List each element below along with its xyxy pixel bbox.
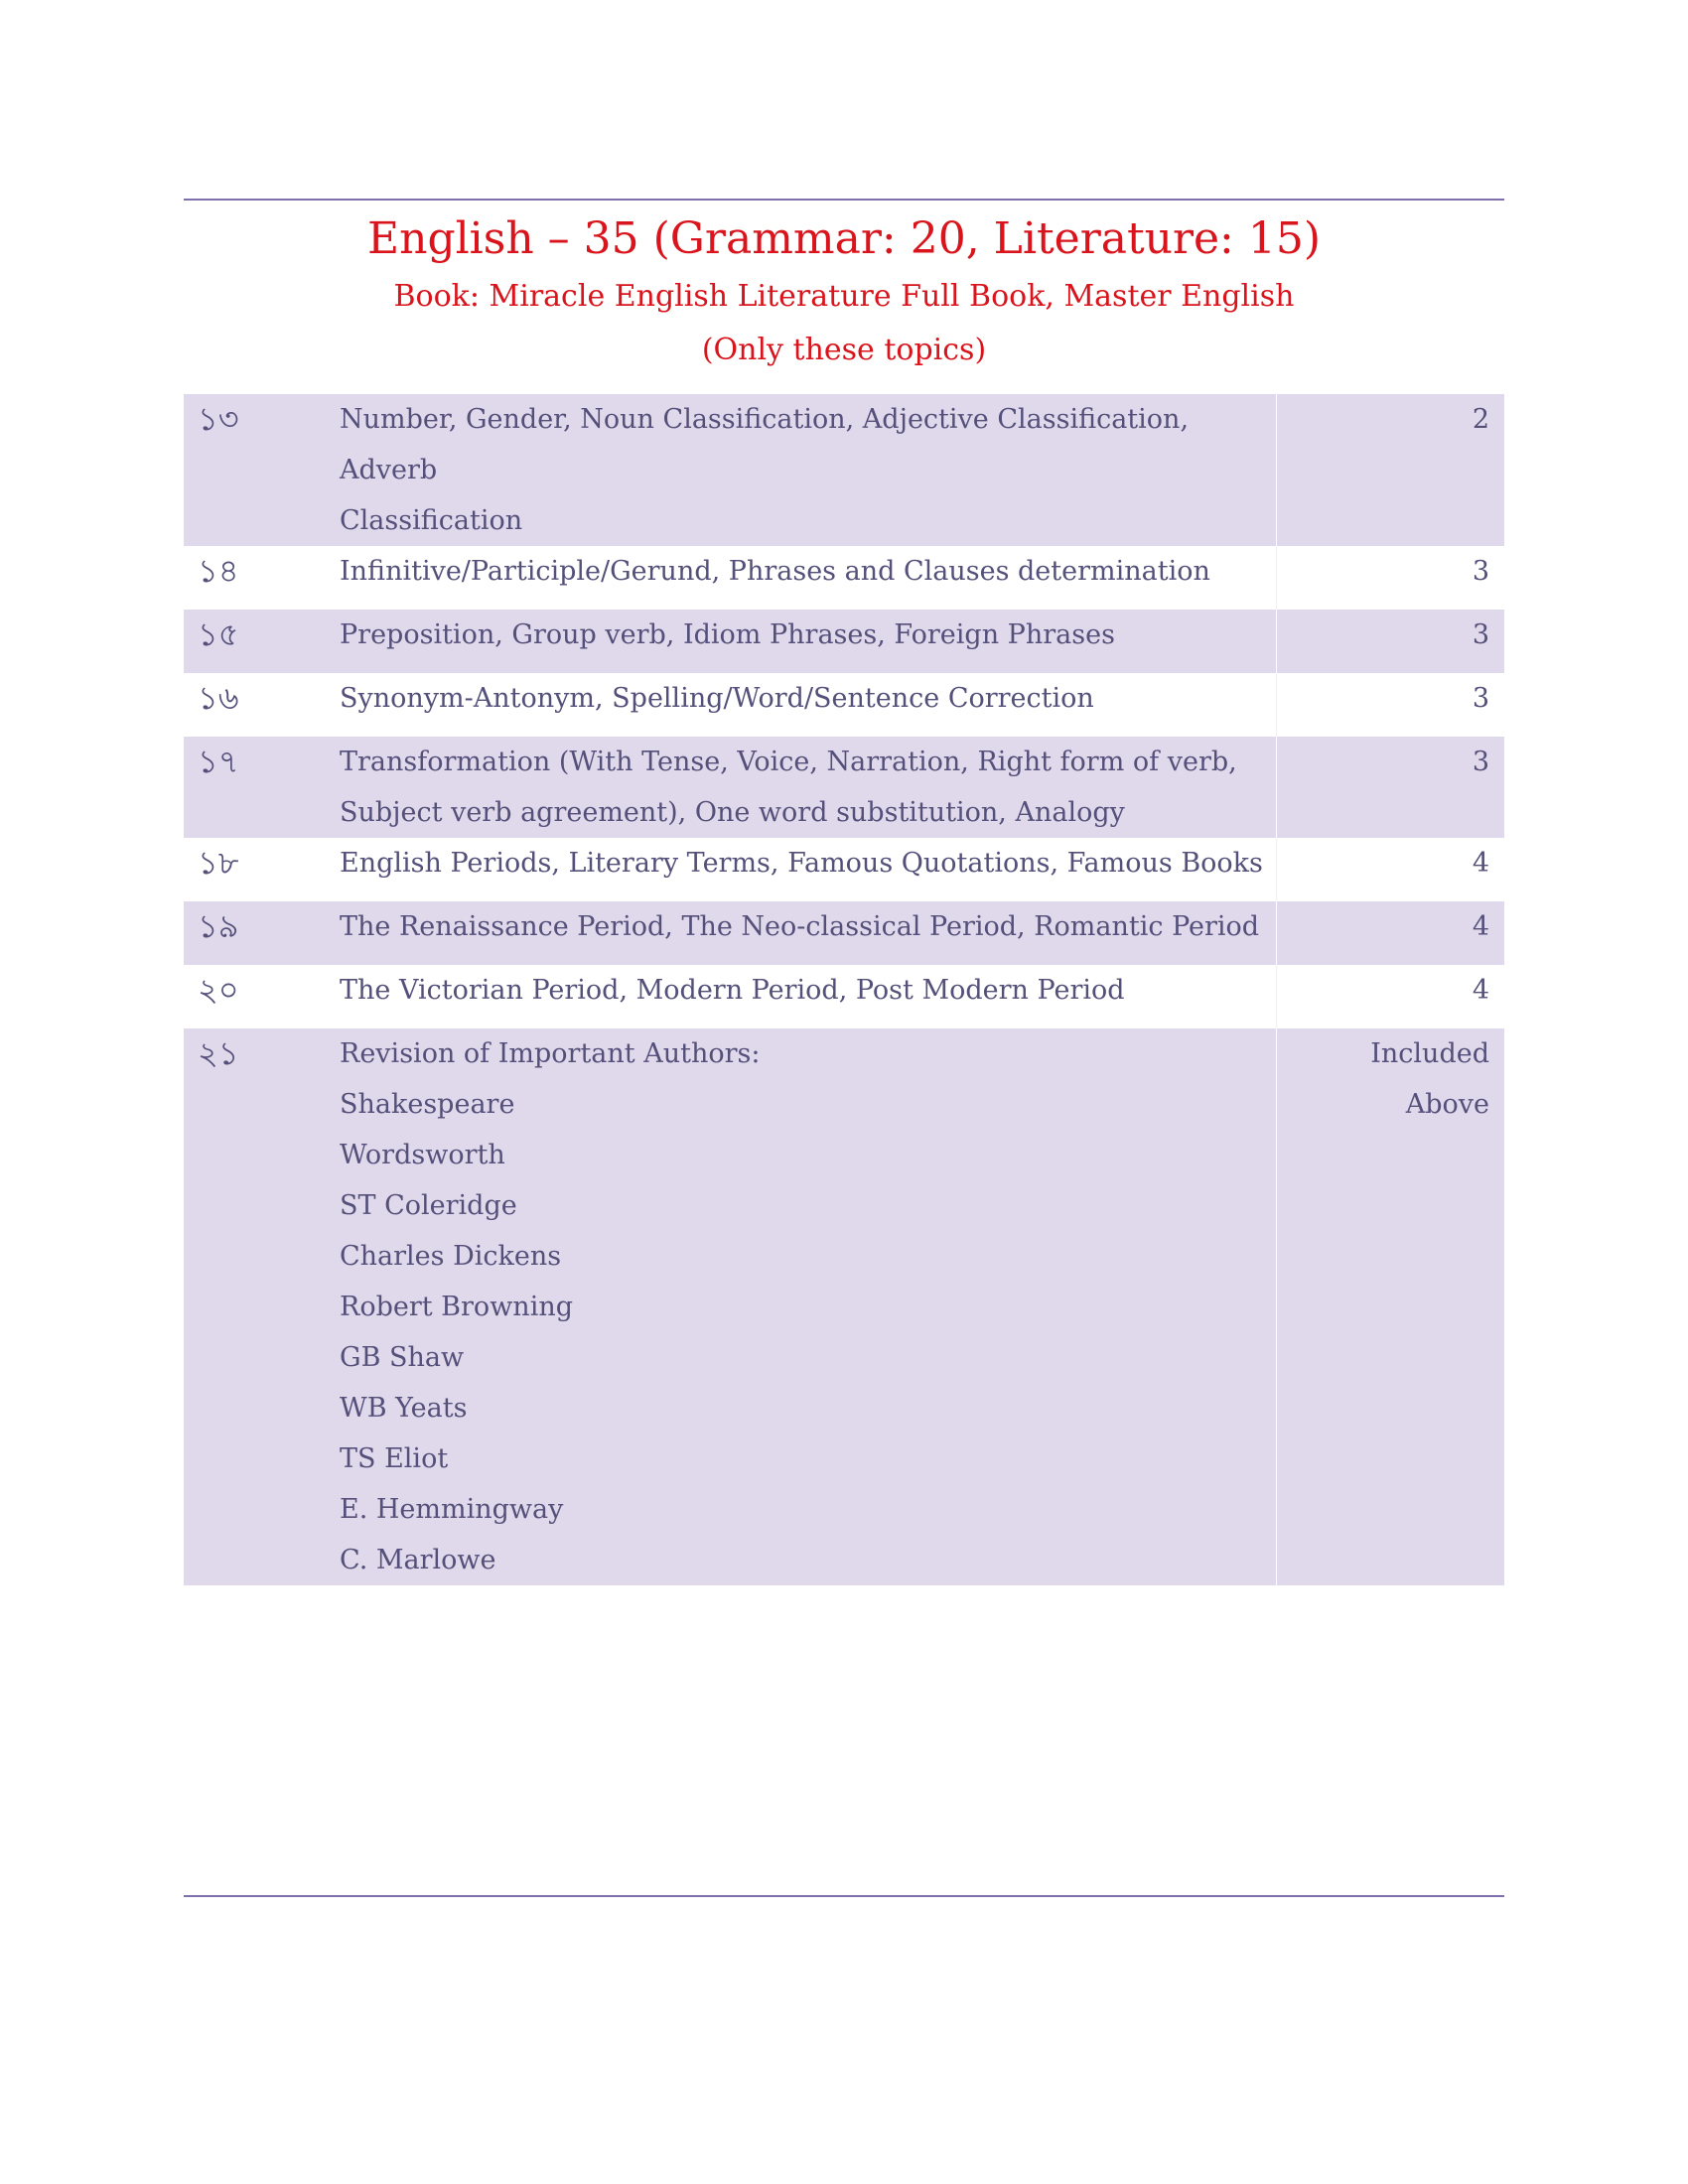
topic-line: English Periods, Literary Terms, Famous Quotations, Famous Books (340, 848, 1263, 879)
author-line: C. Marlowe (340, 1545, 496, 1575)
topic-line: Number, Gender, Noun Classification, Adjective Classification, Adverb (340, 404, 1190, 485)
marks-line: 3 (1472, 747, 1489, 777)
top-divider (184, 199, 1504, 201)
row-topic (337, 546, 1276, 610)
section-title: English – 35 (Grammar: 20, Literature: 15) (366, 213, 1322, 264)
marks-line: 4 (1472, 975, 1489, 1006)
row-marks (1276, 394, 1504, 546)
row-number: ১৮ (184, 838, 337, 901)
marks-line: Included (1370, 1038, 1489, 1069)
table-row (184, 546, 1504, 610)
row-marks (1276, 965, 1504, 1028)
row-topic (337, 965, 1276, 1028)
book-subtitle: Book: Miracle English Literature Full Book, Master English (Only these topics) (393, 279, 1295, 367)
row-marks (1276, 838, 1504, 901)
topic-line: The Renaissance Period, The Neo-classical Period, Romantic Period (340, 911, 1260, 942)
table-row (184, 737, 1504, 838)
author-line: GB Shaw (340, 1342, 465, 1373)
syllabus-table (184, 394, 1504, 1585)
table-row (184, 838, 1504, 901)
row-number: ১৩ (184, 394, 337, 546)
table-row (184, 394, 1504, 546)
row-marks (1276, 546, 1504, 610)
topic-line: Subject verb agreement), One word substitution, Analogy (340, 797, 1125, 828)
marks-line: 2 (1472, 404, 1489, 435)
row-marks (1276, 737, 1504, 838)
row-number: ১৪ (184, 546, 337, 610)
author-line: Robert Browning (340, 1292, 573, 1322)
row-marks (1276, 1028, 1504, 1585)
table-row (184, 965, 1504, 1028)
marks-line: 3 (1472, 556, 1489, 587)
row-topic (337, 901, 1276, 965)
row-number: ১৯ (184, 901, 337, 965)
marks-line: 3 (1472, 619, 1489, 650)
bottom-divider (184, 1895, 1504, 1897)
row-topic (337, 737, 1276, 838)
author-line: TS Eliot (340, 1443, 449, 1474)
topic-line: Synonym-Antonym, Spelling/Word/Sentence Correction (340, 683, 1094, 714)
marks-line: 3 (1472, 683, 1489, 714)
row-marks (1276, 901, 1504, 965)
table-row (184, 673, 1504, 737)
topic-line: The Victorian Period, Modern Period, Post Modern Period (340, 975, 1125, 1006)
author-line: WB Yeats (340, 1393, 468, 1424)
row-number: ২০ (184, 965, 337, 1028)
row-number: ১৭ (184, 737, 337, 838)
table-row (184, 610, 1504, 673)
row-marks (1276, 673, 1504, 737)
row-topic (337, 673, 1276, 737)
row-topic (337, 838, 1276, 901)
topic-line: Revision of Important Authors: (340, 1038, 761, 1069)
topic-line: Transformation (With Tense, Voice, Narration, Right form of verb, (340, 747, 1237, 777)
marks-line: Above (1405, 1089, 1489, 1120)
topic-line: Infinitive/Participle/Gerund, Phrases and Clauses determination (340, 556, 1210, 587)
table-row (184, 1028, 1504, 1585)
marks-line: 4 (1472, 911, 1489, 942)
row-number: ১৫ (184, 610, 337, 673)
author-line: Shakespeare (340, 1089, 515, 1120)
row-number: ১৬ (184, 673, 337, 737)
table-row (184, 901, 1504, 965)
topic-line: Preposition, Group verb, Idiom Phrases, Foreign Phrases (340, 619, 1115, 650)
row-marks (1276, 610, 1504, 673)
row-topic (337, 394, 1276, 546)
row-topic (337, 610, 1276, 673)
author-line: ST Coleridge (340, 1190, 517, 1221)
author-line: Charles Dickens (340, 1241, 562, 1272)
topic-line: Classification (340, 505, 523, 536)
row-topic (337, 1028, 1276, 1585)
author-line: Wordsworth (340, 1140, 505, 1170)
marks-line: 4 (1472, 848, 1489, 879)
section-header (184, 208, 1504, 377)
row-number: ২১ (184, 1028, 337, 1585)
author-line: E. Hemmingway (340, 1494, 564, 1525)
